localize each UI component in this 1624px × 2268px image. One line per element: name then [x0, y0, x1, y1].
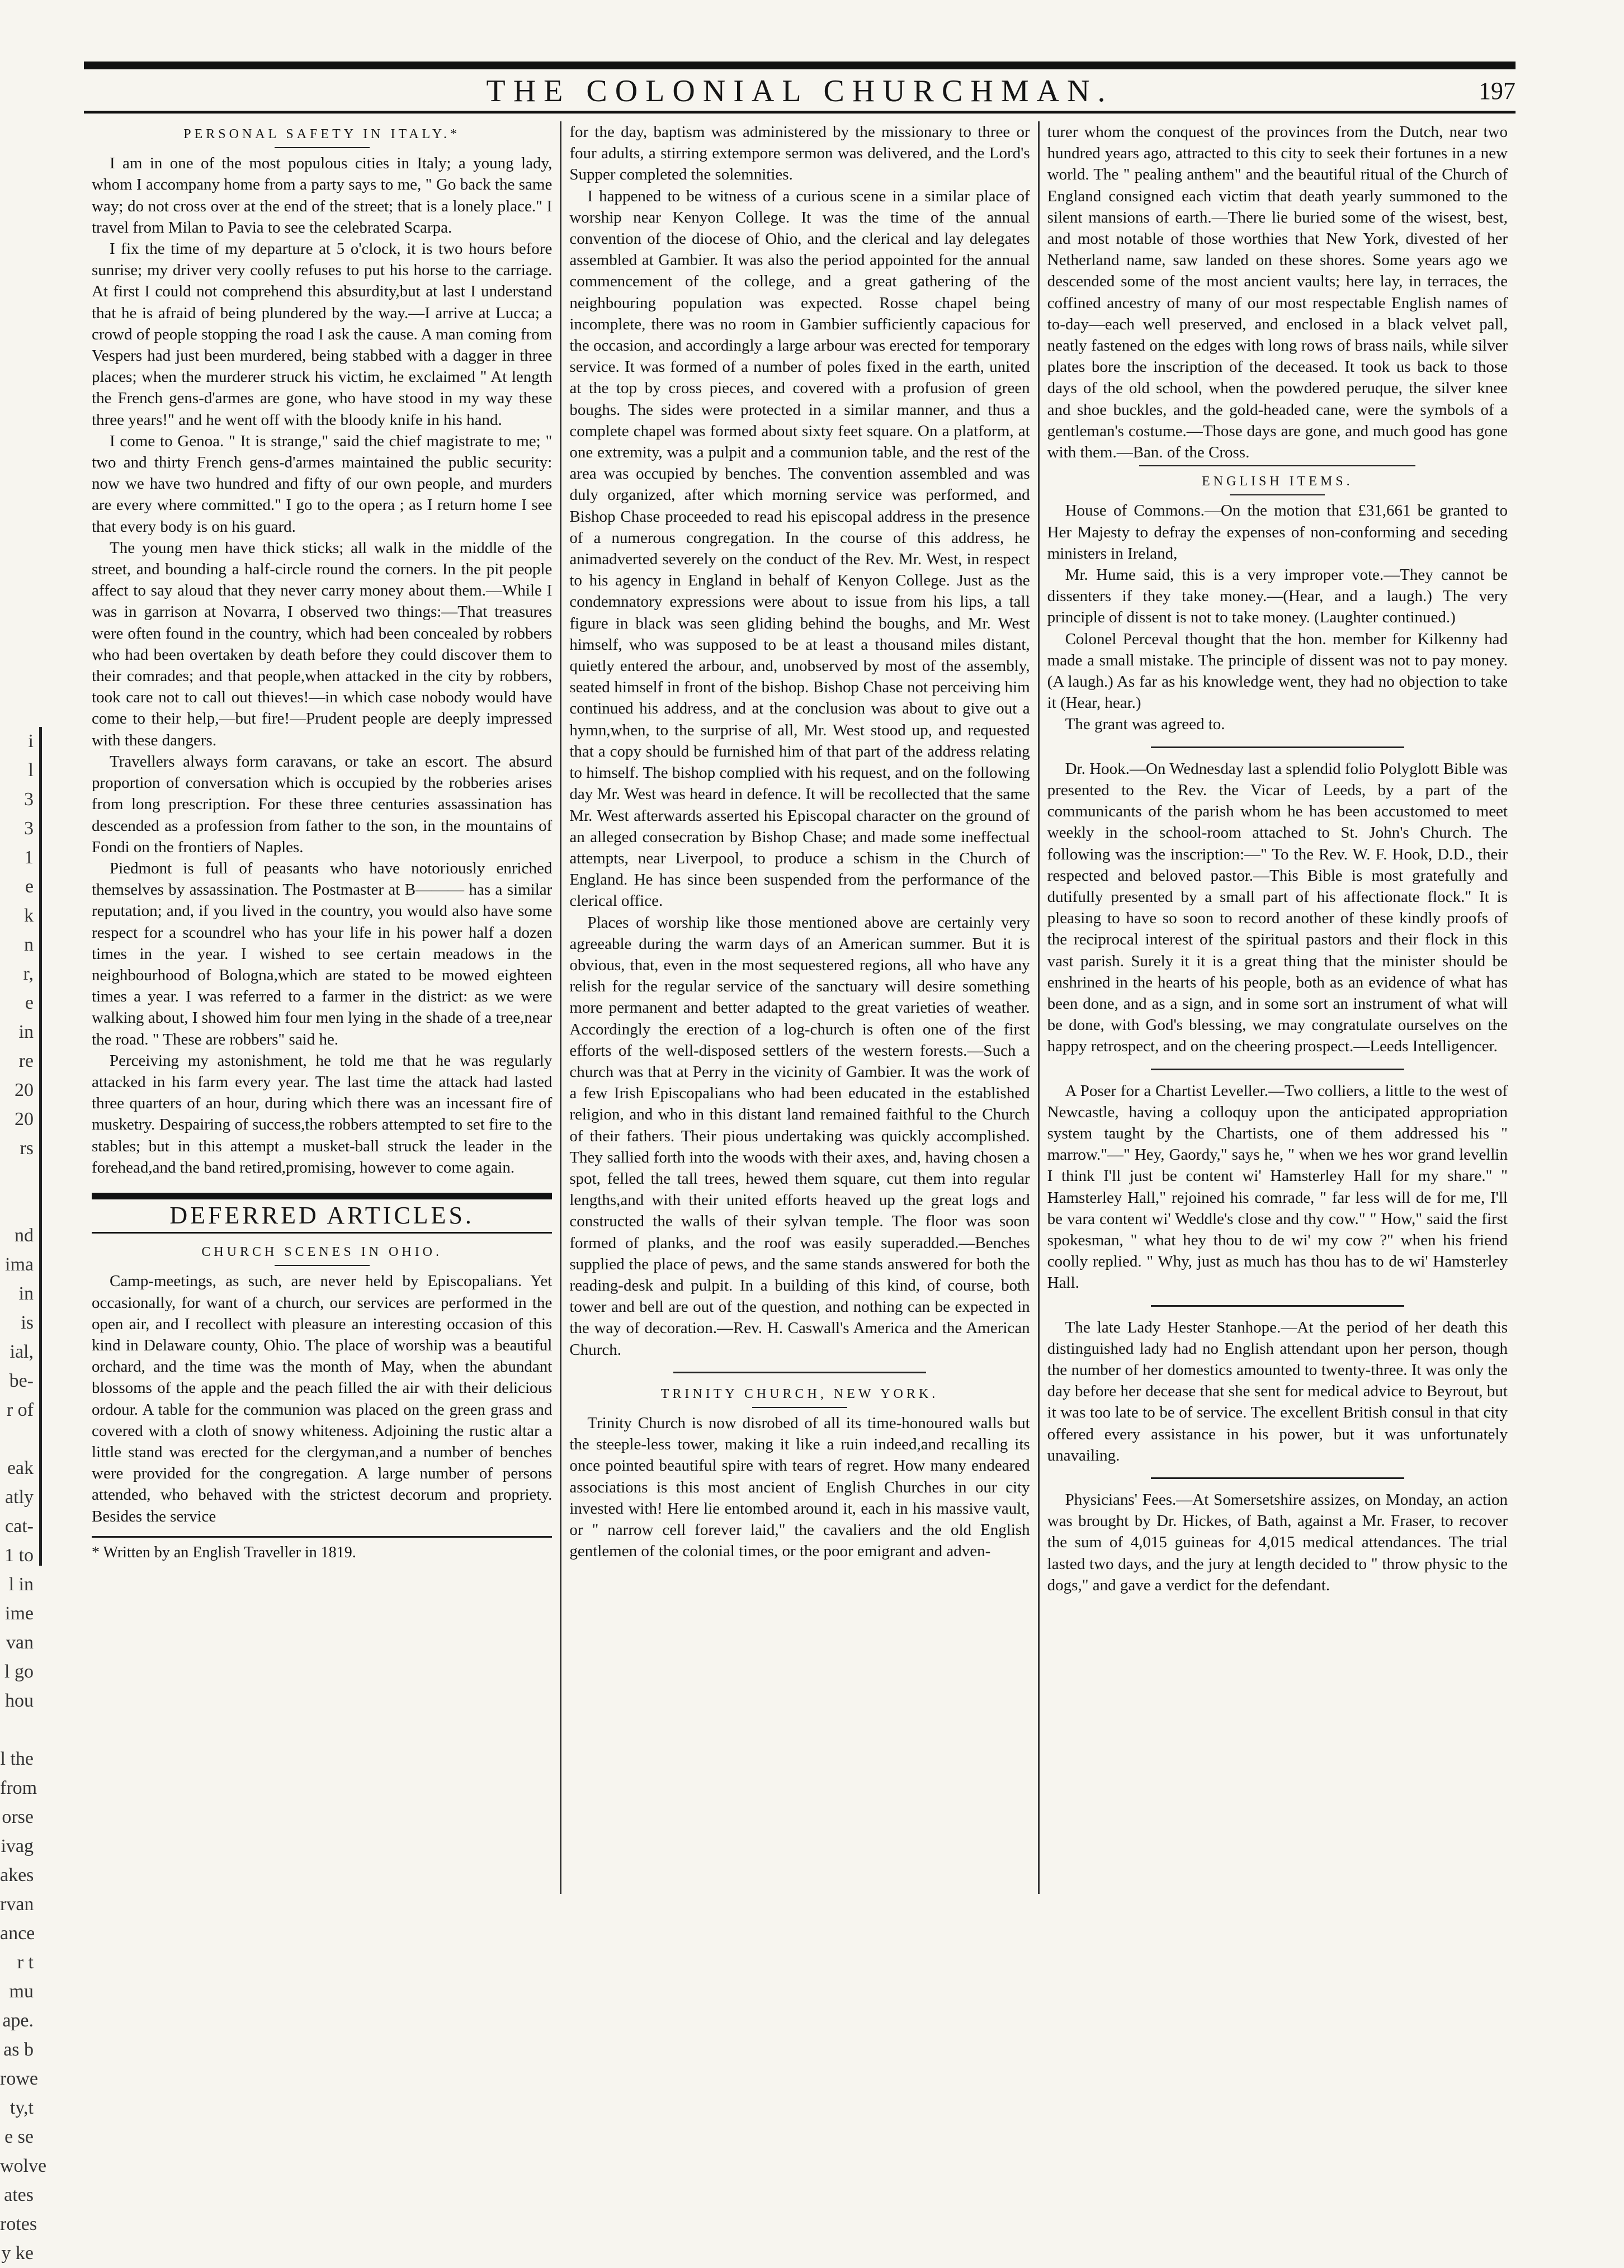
- section-rule: [1151, 1069, 1404, 1070]
- paragraph: I fix the time of my departure at 5 o'clock, it is two hours before sunrise; my driver very coolly refuses to put his horse to the carriage. At first I could not comprehend this absurdity,but at last I understand that he is afraid of being plundered by the way.—I arrive at Lucca; a crowd of people stopping the road I ask the cause. A man coming from Vespers had just been murdered, being stabbed with a dagger in three places; when the murderer struck his victim, he exclaimed " At length the French gens-d'armes are gone, who have stood in my way these three years!" and he went off with the bloody knife in his hand.: [92, 240, 553, 429]
- gutter-fragment: e: [25, 993, 34, 1013]
- section-rule: [1151, 1305, 1404, 1307]
- gutter-fragment: e se: [4, 2127, 34, 2147]
- footnote: [92, 1536, 552, 1563]
- section-rule: [1151, 1477, 1404, 1479]
- gutter-fragment: 1: [24, 847, 34, 868]
- gutter-fragment: in: [18, 1022, 34, 1042]
- columns: [84, 121, 1516, 1894]
- section-rule: [275, 1265, 370, 1266]
- paragraph: I happened to be witness of a curious scene in a similar place of worship near Kenyon College. It was the time of the annual convention of the diocese of Ohio, and the clerical and lay delegates assembled at Gambier. It was also the period appointed for the annual commencement of the college, and a great gathering of the neighbouring population was expected. Rosse chapel being incomplete, there was no room in Gambier sufficiently capacious for the occasion, and accordingly a large arbour was erected for temporary service. It was formed of a number of poles fixed in the earth, united at the top by cross pieces, and covered with a profusion of green boughs. The sides were protected in a similar manner, and thus a complete chapel was formed about sixty feet square. On a platform, at one extremity, was a pulpit and a communion table, and the rest of the area was occupied by benches. The convention assembled and was duly organized, after which morning service was performed, and Bishop Chase proceeded to read his episcopal address in the presence of a numerous congregation. In the course of this address, he animadverted severely on the conduct of the Rev. Mr. West, in respect to his agency in England in behalf of Kenyon College. Just as the condemnatory expressions were about to issue from his lips, a tall figure in black was seen gliding behind the boughs, and Mr. West himself, who was supposed to be at least a thousand miles distant, quietly entered the arbour, and, unobserved by most of the assembly, seated himself in front of the bishop. Bishop Chase not perceiving him continued his address, and at the conclusion was about to give out a hymn,when, to the surprise of all, Mr. West stood up, and requested that a copy should be furnished him of that part of the address relating to himself. The bishop complied with his request, and on the following day Mr. West was heard in defence. It will be recollected that the same Mr. West afterwards asserted his Episcopal character on the ground of an alleged consecration by Bishop Chase; and made some ineffectual attempts, near Liverpool, to produce a schism in the Church of England. He has since been suspended from the performance of the clerical office.: [569, 187, 1030, 910]
- gutter-fragment: r,: [23, 963, 34, 984]
- gutter-fragment: e: [25, 876, 34, 897]
- gutter-fragment: hou: [5, 1690, 34, 1711]
- paragraph: Mr. Hume said, this is a very improper vote.—They cannot be dissenters if they take money.—(Hear, and a laugh.) The very principle of dissent is not to take money. (Laughter continued.): [1047, 566, 1508, 627]
- section-rule: [275, 147, 370, 148]
- masthead: [84, 73, 1516, 114]
- paragraph: for the day, baptism was administered by the missionary to three or four adults, a stirring extempore sermon was delivered, and the Lord's Supper completed the solemnities.: [569, 123, 1030, 184]
- gutter-fragment: re: [18, 1051, 34, 1071]
- newspaper-title: THE COLONIAL CHURCHMAN.: [486, 74, 1113, 108]
- paragraph: The grant was agreed to.: [1065, 715, 1225, 734]
- section-heading-church-scenes: CHURCH SCENES IN OHIO.: [201, 1245, 442, 1260]
- gutter-fragment: rotes: [0, 2214, 37, 2234]
- section-rule: [1139, 465, 1415, 466]
- gutter-fragment: y ke: [1, 2243, 34, 2264]
- gutter-fragment: 3: [24, 818, 34, 839]
- column-1: [84, 121, 561, 1894]
- column-2: [561, 121, 1039, 1894]
- gutter-fragment: van: [6, 1632, 34, 1653]
- gutter-fragment: mu: [9, 1981, 34, 2002]
- paragraph: I am in one of the most populous cities in Italy; a young lady, whom I accompany home from a party says to me, " Go back the same way; do not cross over at the end of the street; that is a lonely place." I travel from Milan to Pavia to see the celebrated Scarpa.: [92, 154, 553, 237]
- gutter-fragment: rowe: [0, 2068, 38, 2089]
- section-rule: [673, 1372, 927, 1373]
- gutter-fragment: as b: [3, 2039, 34, 2060]
- paragraph: The late Lady Hester Stanhope.—At the period of her death this distinguished lady had no English attendant upon her person, though the number of her domestics amounted to twenty-three. It was only the day before her decease that she sent for medical advice to Beyrout, but it was too late to be of service. The excellent British consul in that city offered every assistance in his power, but it was unfortunately unavailing.: [1047, 1318, 1508, 1464]
- paragraph: Dr. Hook.—On Wednesday last a splendid folio Polyglott Bible was presented to the Rev. the Vicar of Leeds, by a part of the communicants of the parish whom he has been accustomed to meet weekly in the school-room attached to St. John's Church. The following was the inscription:—" To the Rev. W. F. Hook, D.D., their respected and beloved pastor.—This Bible is most gratefully and dutifully presented by a small part of his affectionate flock." It is pleasing to have so soon to record another of these kindly proofs of the reciprocal interest of the spiritual pastors and their flock in this vast parish. Surely it it is a great thing that the minister should be enshrined in the hearts of his people, both as an evidence of what has been done, and as a sign, and in some sort an instrument of what will be done, with God's blessing, we may congratulate ourselves on the happy retrospect, and on the cheering prospect.—Leeds Intelligencer.: [1047, 759, 1508, 1056]
- section-heading-trinity-church: TRINITY CHURCH, NEW YORK.: [660, 1386, 939, 1401]
- top-rule: [84, 62, 1516, 69]
- paragraph: Piedmont is full of peasants who have notoriously enriched themselves by assassination. The Postmaster at B——— has a similar reputation; and, if you lived in the country, you would also have some respect for a scoundrel who has your life in his power half a dozen times in the year. I wished to see certain meadows in the neighbourhood of Bologna,which are stated to be mowed eighteen times a year. I was referred to a farmer in the district: as we were walking about, I showed him four men lying in the shade of a tree,near the road. " These are robbers" said he.: [92, 859, 553, 1048]
- gutter-fragment: l go: [4, 1661, 34, 1682]
- gutter-fragment: 20: [15, 1080, 34, 1100]
- gutter-fragment: from: [0, 1778, 37, 1798]
- gutter-fragment: [0, 1163, 39, 1192]
- deferred-articles-heading: DEFERRED ARTICLES.: [92, 1193, 552, 1234]
- gutter-fragment: be-: [9, 1371, 34, 1391]
- gutter-fragment: r t: [17, 1952, 34, 1973]
- gutter-fragment: ima: [5, 1254, 34, 1275]
- gutter-fragment: is: [21, 1312, 34, 1333]
- gutter-fragment: ance: [0, 1923, 35, 1944]
- gutter-fragment: cat-: [5, 1516, 34, 1537]
- gutter-fragment: ates: [4, 2185, 34, 2205]
- gutter-fragment: eak: [7, 1458, 34, 1478]
- section-heading-personal-safety: PERSONAL SAFETY IN ITALY.*: [183, 127, 461, 141]
- gutter-fragment: l the: [0, 1749, 34, 1769]
- newspaper-page: [84, 62, 1516, 1896]
- paragraph: Perceiving my astonishment, he told me that he was regularly attacked in his farm every year. The last time the attack had lasted three quarters of an hour, during which there was an incessant fire of musketry. Despairing of success,the robbers attempted to set fire to the stables; but in this attempt a musket-ball struck the leader in the forehead,and the band retired,promising, however to come again.: [92, 1051, 553, 1176]
- section-rule: [752, 1407, 847, 1408]
- gutter-fragment: 1 to: [4, 1545, 34, 1566]
- paragraph: I come to Genoa. " It is strange," said the chief magistrate to me; " two and thirty French gens-d'armes maintained the public security: now we have two hundred and fifty of our own people, and murders are every where committed." I go to the opera ; as I return home I see that every body is on his guard.: [92, 432, 553, 536]
- gutter-fragment: [0, 1425, 39, 1454]
- footnote-text: * Written by an English Traveller in 1819.: [92, 1543, 356, 1561]
- paragraph: Trinity Church is now disrobed of all its time-honoured walls but the steeple-less tower, making it like a ruin indeed,and recalling its once pointed beautiful spire with tears of regret. How many endeared associations is this most ancient of English Churches in our city invested with! Here lie entombed around it, each in his massive vault, or " narrow cell forever laid," the cavaliers and the old English gentlemen of the colonial times, or the poor emigrant and adven-: [569, 1414, 1030, 1561]
- gutter-fragment: ivag: [1, 1836, 34, 1856]
- page-number: 197: [1479, 77, 1516, 105]
- paragraph: A Poser for a Chartist Leveller.—Two colliers, a little to the west of Newcastle, having a colloquy upon the anticipated appropriation system taught by the Chartists, one of them addressed his " marrow."—" Hey, Gaordy," says he, " when we hes wor grand levellin I think I'll just be content wi' Hamsterley Hall for my share." " Hamsterley Hall," rejoined his comrade, " far less will de for me, I'll be vara content wi' Weddle's close and thy cow." " How," said the first spokesman, " what hey thou to de wi' my cow ?" when his friend coolly replied. " Why, just as much has thou has to de wi' Hamsterley Hall.: [1047, 1081, 1508, 1292]
- paragraph: Places of worship like those mentioned above are certainly very agreeable during the warm days of an American summer. But it is obvious, that, even in the most sequestered regions, all who have any relish for the regular service of the sanctuary will desire something more permanent and better adapted to the great varieties of weather. Accordingly the erection of a log-church is often one of the first efforts of the well-disposed settlers of the western forests.—Such a church was that at Perry in the vicinity of Gambier. It was the work of a few Irish Episcopalians who had been educated in the established religion, and who in this distant land remained faithful to the Church of their fathers. Their pious undertaking was quickly accomplished. They sallied forth into the woods with their axes, and, having chosen a spot, felled the tall trees, hewed them square, cut them into regular lengths,and with their united efforts heaved up the great logs and constructed the walls of their sylvan temple. The floor was soon formed of planks, and the roof was easily superadded.—Benches supplied the place of pews, and the same stands answered for both the reading-desk and pulpit. In a building of this kind, of course, both tower and bell are out of the question, and nothing can be expected in the way of decoration.—Rev. H. Caswall's America and the American Church.: [569, 913, 1030, 1359]
- paragraph: Travellers always form caravans, or take an escort. The absurd proportion of conversation which is occupied by the robberies arises from long prescription. For these three centuries assassination has descended as a profession from father to the son, in the mountains of Fondi on the frontiers of Naples.: [92, 752, 553, 856]
- gutter-fragment: ime: [5, 1603, 34, 1624]
- gutter-fragment: k: [24, 905, 34, 926]
- gutter-fragment: orse: [2, 1807, 34, 1827]
- paragraph: House of Commons.—On the motion that £31,661 be granted to Her Majesty to defray the expenses of non-conforming and seceding ministers in Ireland,: [1047, 502, 1508, 563]
- paragraph: Colonel Perceval thought that the hon. member for Kilkenny had made a small mistake. The principle of dissent was not to pay money. (A laugh.) As far as his knowledge went, they had no objection to take it (Hear, hear.): [1047, 630, 1508, 712]
- section-rule: [1230, 494, 1325, 495]
- gutter-fragment: in: [18, 1283, 34, 1304]
- gutter-fragment: [0, 1192, 39, 1221]
- column-3: [1040, 121, 1516, 1894]
- gutter-fragment: ial,: [10, 1341, 34, 1362]
- gutter-fragment: 20: [15, 1109, 34, 1130]
- gutter-fragment: i: [28, 731, 34, 752]
- gutter-fragment: l: [28, 760, 34, 781]
- gutter-fragment: [0, 1716, 39, 1745]
- gutter-fragment: ape.: [2, 2010, 34, 2031]
- gutter-fragment: wolve: [0, 2156, 47, 2176]
- paragraph: Camp-meetings, as such, are never held by Episcopalians. Yet occasionally, for want of a church, our services are performed in the open air, and I recollect with pleasure an interesting occasion of this kind in Delaware county, Ohio. The place of worship was a beautiful orchard, and the time was the month of May, when the abundant blossoms of the apple and the peach filled the air with their delicious ordour. A table for the communion was placed on the green grass and covered with a cloth of snowy whiteness. Adjoining the rustic altar a little stand was erected for the clergyman,and a number of benches were provided for the congregation. A large number of persons attended, who behaved with the strictest decorum and propriety. Besides the service: [92, 1272, 553, 1525]
- left-margin-gutter: [0, 727, 47, 2264]
- gutter-fragment: l in: [8, 1574, 34, 1595]
- gutter-fragment: n: [24, 934, 34, 955]
- paragraph: The young men have thick sticks; all walk in the middle of the street, and bounding a half-circle round the corners. In the pit people affect to say aloud that they never carry money about them.—While I was in garrison at Novarra, I observed two things:—That treasures were often found in the country, which had been concealed by robbers who had been overtaken by death before they could discover them to their comrades; and that people,when attacked in the city by robbers, took care not to call out thieves!—in which case nobody would have come to their help,—but fire!—Prudent people are deeply impressed with these dangers.: [92, 538, 553, 749]
- paragraph: turer whom the conquest of the provinces from the Dutch, near two hundred years ago, attracted to this city to seek their fortunes in a new world. The " pealing anthem" and the beautiful ritual of the Church of England consigned each victim that death yearly summoned to the silent mansions of earth.—There lie buried some of the wisest, best, and most notable of those worthies that New York, divested of her Netherland name, saw landed on these shores. Some years ago we descended some of the most ancient vaults; here lay, in terraces, the coffined ancestry of many of our most respectable English names of to-day—each well preserved, and enclosed in a black velvet pall, neatly fastened on the edges with long rows of brass nails, while silver plates bore the inscription of the deceased. It took us back to those days of the old school, when the powdered peruque, the silver knee and shoe buckles, and the gold-headed cane, were the symbols of a gentleman's costume.—Those days are gone, and much good has gone with them.—Ban. of the Cross.: [1047, 123, 1508, 462]
- section-rule: [1151, 746, 1404, 748]
- section-heading-english-items: ENGLISH ITEMS.: [1201, 474, 1353, 489]
- gutter-fragment: akes: [0, 1865, 34, 1886]
- gutter-fragment: 3: [24, 789, 34, 810]
- gutter-fragment: atly: [5, 1487, 34, 1508]
- gutter-fragment: r of: [6, 1400, 34, 1420]
- paragraph: Physicians' Fees.—At Somersetshire assizes, on Monday, an action was brought by Dr. Hickes, of Bath, against a Mr. Fraser, to recover the sum of 4,015 guineas for 4,015 medical attendances. The trial lasted two days, and the jury at length decided to " throw physic to the dogs," and gave a verdict for the defendant.: [1047, 1490, 1508, 1594]
- gutter-fragment: rvan: [0, 1894, 34, 1915]
- gutter-fragment: ty,t: [10, 2097, 34, 2118]
- gutter-fragment: rs: [20, 1138, 34, 1159]
- gutter-fragment: nd: [15, 1225, 34, 1246]
